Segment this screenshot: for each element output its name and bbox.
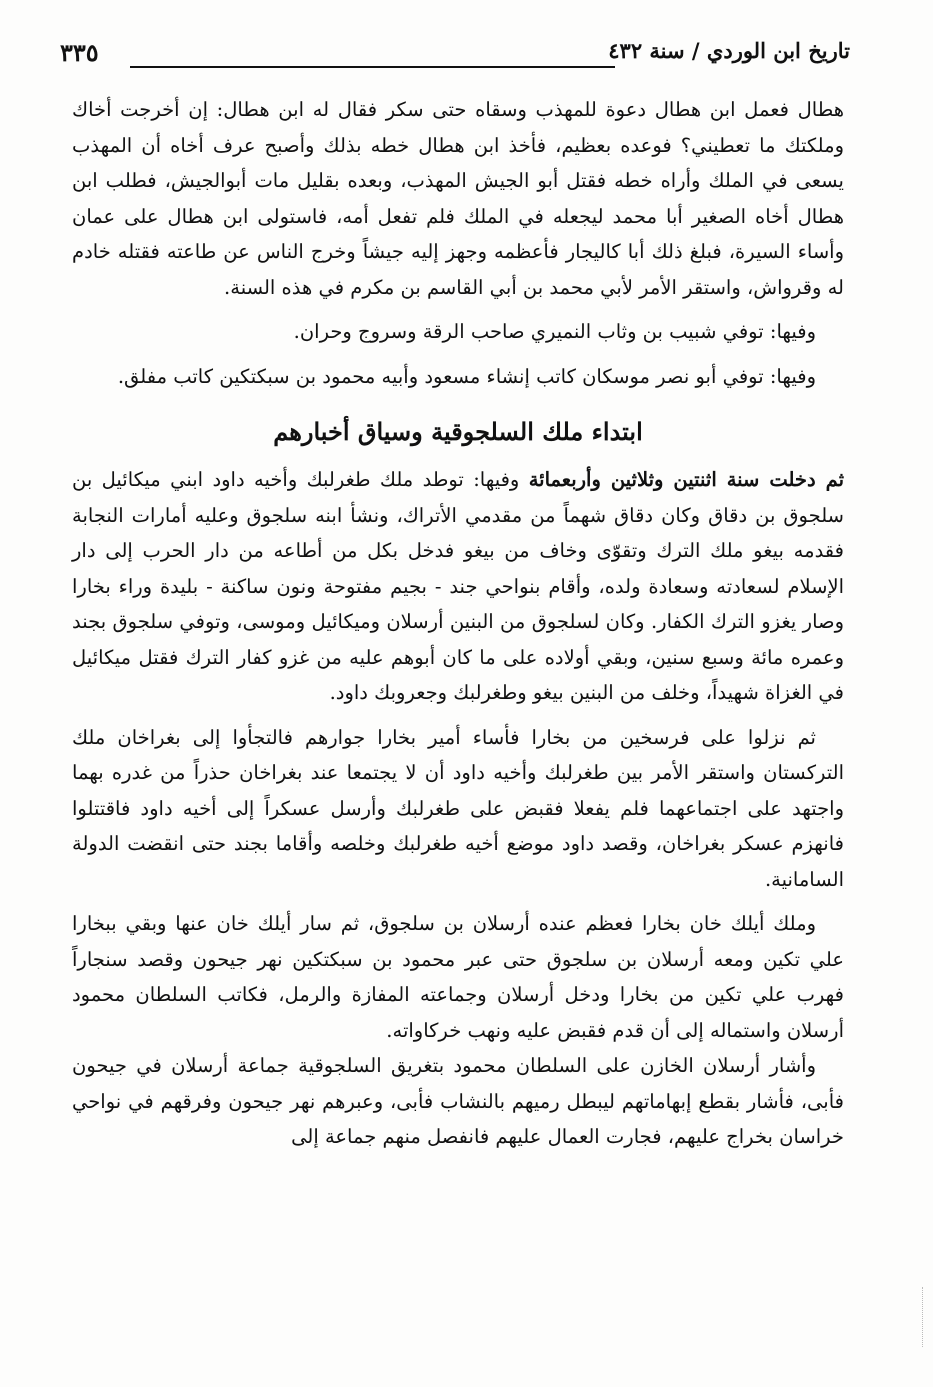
section-lead: ثم دخلت سنة اثنتين وثلاثين وأربعمائة xyxy=(528,468,845,491)
section-paragraph-1 xyxy=(72,462,844,711)
scan-edge-mark xyxy=(910,1287,923,1347)
paragraph-top-3: وفيها: توفي أبو نصر موسكان كاتب إنشاء مسعود وأبيه محمود بن سبكتكين كاتب مفلق. xyxy=(117,364,816,388)
paragraph-top-1: هطال فعمل ابن هطال دعوة للمهذب وسقاه حتى سكر فقال له ابن هطال: إن أخرجت أخاك وملكتك ما تعطيني؟ فوعده بعظيم، فأخذ ابن هطال خطه بذلك وأصبح عرف أخاه أن المهذب يسعى في الملك وأراه خطه فقتل أبو الجيش المهذب، وبعده بقليل مات أبوالجيش، فطلب ابن هطال أخاه الصغير أبا محمد ليجعله في الملك فلم تفعل أمه، فاستولى ابن هطال على عمان وأساء السيرة، فبلغ ذلك أبا كاليجار فأعظمه وجهز إليه جيشاً وخرج الناس عن طاعته فقتله خادم له وقرواش، واستقر الأمر لأبي محمد بن أبي القاسم بن مكرم في هذه السنة. xyxy=(72,98,844,299)
paragraph-top-2: وفيها: توفي شبيب بن وثاب النميري صاحب الرقة وسروج وحران. xyxy=(293,320,816,343)
section-heading: ابتداء ملك السلجوقية وسياق أخبارهم xyxy=(273,417,643,446)
running-header xyxy=(60,38,850,78)
page-number: ٣٣٥ xyxy=(60,38,99,67)
body-text xyxy=(72,92,844,1155)
header-title: تاريخ ابن الوردي / سنة ٤٣٢ xyxy=(608,38,850,63)
section-paragraph-3: وملك أيلك خان بخارا فعظم عنده أرسلان بن سلجوق، ثم سار أيلك خان عنها وبقي ببخارا علي تكين ومعه أرسلان بن سلجوق حتى عبر محمود بن سبكتكين نهر جيحون وقصد سنجاراً فهرب علي تكين من بخارا ودخل أرسلان وجماعته المفازة والرمل، فكاتب السلطان محمود أرسلان واستماله إلى أن قدم فقبض عليه ونهب خركاواته. xyxy=(72,912,844,1042)
section-paragraph-2: ثم نزلوا على فرسخين من بخارا فأساء أمير بخارا جوارهم فالتجأوا إلى بغراخان ملك التركستان واستقر الأمر بين طغرلبك وأخيه داود أن لا يجتمعا عند بغراخان حذراً من غدره بهما واجتهد على اجتماعهما فلم يفعلا فقبض على طغرلبك وأرسل عسكراً إلى أخيه داود فاقتتلوا فانهزم عسكر بغراخان، وقصد داود موضع أخيه طغرلبك وخلصه وأقاما بجند حتى انقضت الدولة السامانية. xyxy=(72,725,844,891)
section-paragraph-1-text: وفيها: توطد ملك طغرلبك وأخيه داود ابني ميكائيل بن سلجوق بن دقاق وكان دقاق شهماً من مقدمي الأتراك، ونشأ ابنه سلجوق وعليه أمارات النجابة فقدمه بيغو ملك الترك وتقوّى وخاف من بيغو فدخل بكل من أطاعه من دار الحرب إلى دار الإسلام لسعادته وسعادة ولده، وأقام بنواحي جند - بجيم مفتوحة ونون ساكنة - بليدة وراء بخارا وصار يغزو الترك الكفار. وكان لسلجوق من البنين أرسلان وميكائيل وموسى، وتوفي سلجوق بجند وعمره مائة وسبع سنين، وبقي أولاده على ما كان أبوهم عليه من غزو كفار الترك فقتل ميكائيل في الغزاة شهيداً، وخلف من البنين بيغو وطغرلبك وجعروبك داود. xyxy=(72,468,844,704)
section-paragraph-4: وأشار أرسلان الخازن على السلطان محمود بتغريق السلجوقية جماعة أرسلان في جيحون فأبى، فأشار بقطع إبهاماتهم ليبطل رميهم بالنشاب فأبى، وعبرهم نهر جيحون وفرقهم في نواحي خراسان بخراج عليهم، فجارت العمال عليهم فانفصل منهم جماعة إلى xyxy=(72,1054,844,1148)
header-rule xyxy=(130,66,615,68)
